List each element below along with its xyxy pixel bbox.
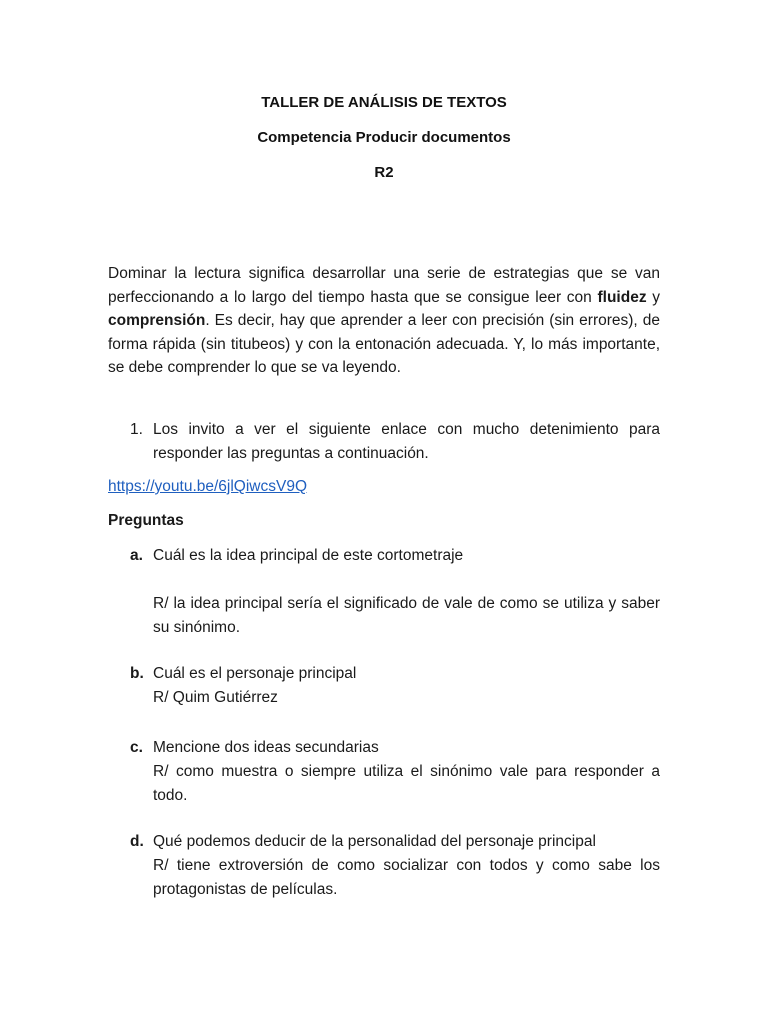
document-title: TALLER DE ANÁLISIS DE TEXTOS: [261, 94, 507, 111]
question-marker: b.: [130, 665, 144, 682]
instruction-item: [130, 418, 660, 466]
question-marker: d.: [130, 833, 144, 850]
answer-text: R/ Quim Gutiérrez: [153, 689, 278, 706]
intro-paragraph: [108, 262, 660, 380]
question-text: Cuál es la idea principal de este cortometraje: [153, 547, 464, 564]
video-link[interactable]: https://youtu.be/6jlQiwcsV9Q: [108, 478, 308, 495]
question-text: Mencione dos ideas secundarias: [153, 739, 379, 756]
document-subtitle: Competencia Producir documentos: [257, 129, 511, 146]
answer-text: R/ la idea principal sería el significado de vale de como se utiliza y saber su sinónimo.: [153, 595, 660, 636]
questions-heading: Preguntas: [108, 512, 184, 529]
question-marker: a.: [130, 547, 143, 564]
instruction-marker: 1.: [130, 421, 143, 438]
question-item-d: [130, 830, 660, 902]
question-item-a: [130, 544, 660, 640]
question-item-c: [130, 736, 660, 808]
intro-text-1: Dominar la lectura significa desarrollar una serie de estrategias que se van perfeccionando a lo largo del tiempo hasta que se consigue leer con: [108, 265, 660, 306]
intro-bold-fluidez: fluidez: [597, 288, 647, 306]
answer-text: R/ tiene extroversión de como socializar con todos y como sabe los protagonistas de películas.: [153, 857, 660, 898]
instruction-text: Los invito a ver el siguiente enlace con mucho detenimiento para responder las preguntas a continuación.: [153, 421, 660, 462]
question-text: Qué podemos deducir de la personalidad del personaje principal: [153, 833, 596, 850]
intro-text-2: y: [646, 288, 661, 306]
answer-text: R/ como muestra o siempre utiliza el sinónimo vale para responder a todo.: [153, 763, 660, 804]
intro-bold-comprension: comprensión: [108, 312, 206, 329]
question-marker: c.: [130, 739, 143, 756]
question-text: Cuál es el personaje principal: [153, 665, 357, 682]
question-item-b: [130, 662, 660, 710]
document-code: R2: [374, 164, 394, 181]
intro-text-3: . Es decir, hay que aprender a leer con precisión (sin errores), de forma rápida (sin titubeos) y con la entonación adecuada. Y, lo más importante, se debe comprender lo que se va leyendo.: [108, 312, 660, 376]
